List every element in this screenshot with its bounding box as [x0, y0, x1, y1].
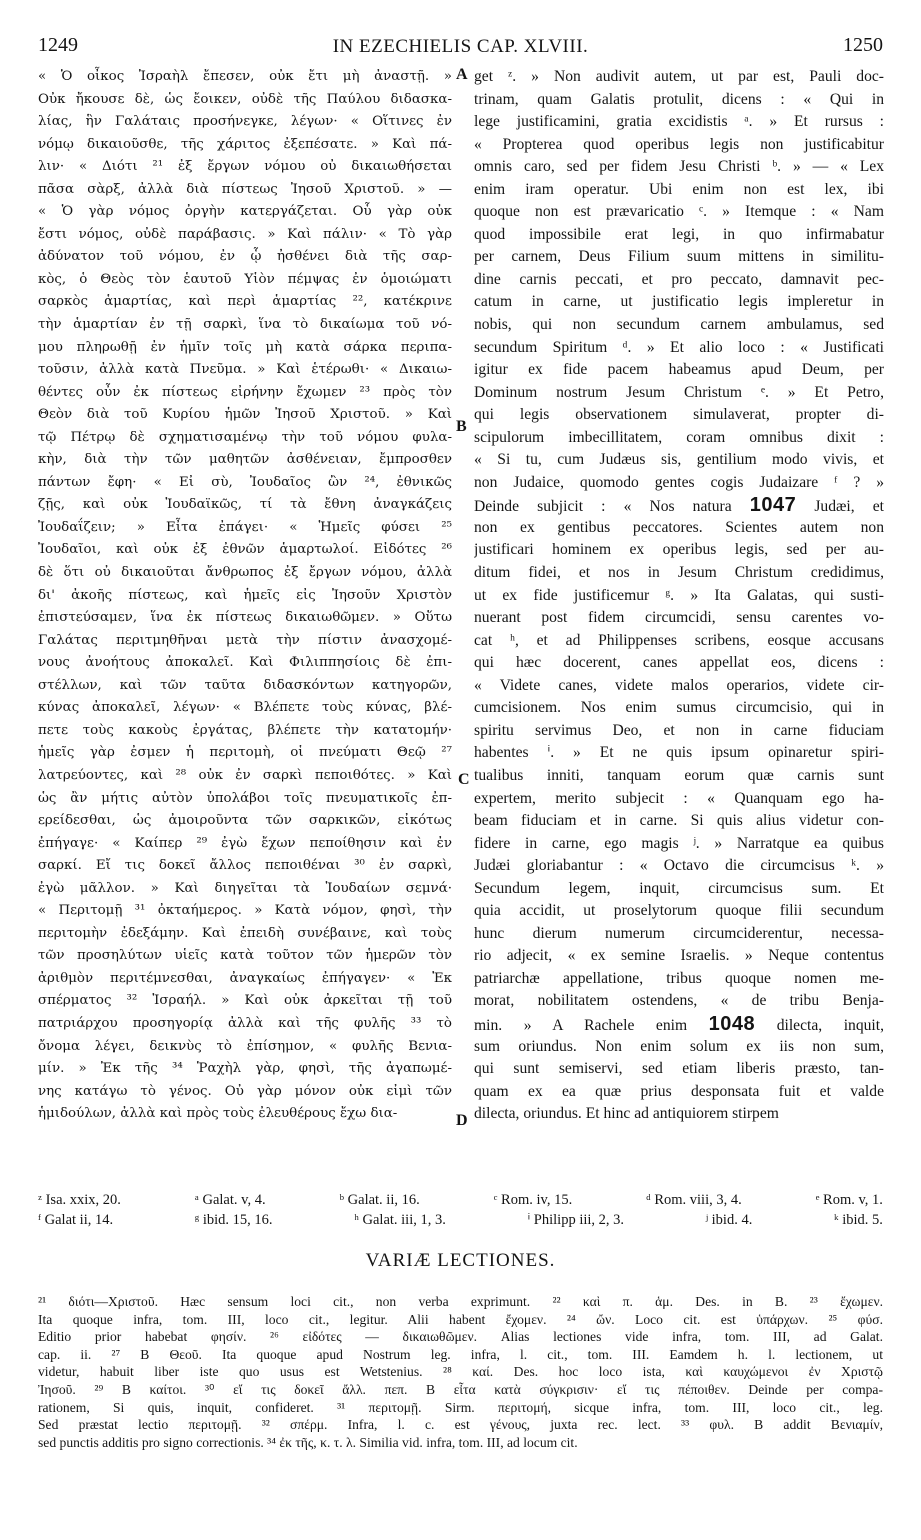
latin-text-line: spiritu servimus Deo, et non in carne fiduciam [474, 721, 884, 739]
latin-text-line: justificari hominem ex operibus legis, sed per au- [474, 541, 884, 559]
variant-reading-line: Editio prior habebat φησίν. ²⁶ εἰδότες — δικαιωθῶμεν. Alias lectiones vide infra, tom. III, ad Galat. [38, 1329, 883, 1345]
greek-text-line: περιτομὴν ἐδεξάμην. Καὶ ἐπειδὴ συνέβαινε, καὶ τοὺς [38, 925, 452, 941]
greek-text-line: Οὐκ ἤκουσε δὲ, ὡς ἔοικεν, οὐδὲ τῆς Παύλου διδασκα- [38, 91, 452, 107]
latin-text-line: qui legis observationem simulaverat, propter di- [474, 406, 884, 424]
greek-text-line: δι' ἀκοῆς πίστεως, καὶ ἡμεῖς εἰς Ἰησοῦν Χριστὸν [38, 587, 452, 603]
greek-text-line: μίν. » Ἐκ τῆς ³⁴ Ῥαχὴλ γὰρ, φησὶ, τῆς ἀγαπωμέ- [38, 1061, 452, 1077]
latin-text-line: beam fiduciam et in carne. Si quis alius videtur con- [474, 812, 884, 830]
greek-text-line: νους ἀνοήτους ἀποκαλεῖ. Καὶ Φιλιππησίοις δὲ ἐπι- [38, 655, 452, 671]
greek-text-line: κύνας ἀποκαλεῖ, λέγων· « Βλέπετε τοὺς κύνας, βλέ- [38, 700, 452, 716]
footnote-reference: ᶠ Galat ii, 14. [38, 1212, 114, 1228]
latin-text-line: quod impossibile erat legi, in quo infirmabatur [474, 225, 884, 243]
footnote-reference: ᵃ Galat. v, 4. [194, 1192, 266, 1208]
latin-text-line: Secundum legem, inquit, circumcisus sum. Et [474, 879, 884, 897]
greek-column [38, 66, 452, 1178]
greek-text-line: ερείδεσθαι, ὡς ἀμοιροῦντα τῶν σαρκικῶν, εἰκότως [38, 813, 452, 829]
latin-text-line: cat ʰ, et ad Philippenses scribens, eosque accusans [474, 631, 884, 649]
greek-text-line: ἔστι νόμος, οὐδὲ παράβασις. » Καὶ πάλιν· « Τὸ γὰρ [38, 226, 452, 242]
greek-text-line: δὲ ὅτι οὐ δικαιοῦται ἄνθρωπος ἐξ ἔργων νόμου, ἀλλὰ [38, 565, 452, 581]
latin-text-line: non Judaice, quomodo gentes cogis Judaizare ᶠ ? » [474, 473, 884, 491]
latin-text-line: dilecta, oriundus. Et hinc ad antiquiorem stirpem [474, 1105, 779, 1123]
latin-text-line: expertem, merito subjecit : « Quanquam ego ha- [474, 789, 884, 807]
latin-text-line: ditum fidei, et nos in Jesum Christum credidimus, [474, 564, 884, 582]
latin-text-line: scipulorum imbecillitatem, coram omnibus dixit : [474, 428, 884, 446]
greek-text-line: ὡς ἂν μήτις αὐτὸν ὑπολάβοι τοῖς πνευματικοῖς ἐπ- [38, 790, 452, 806]
footnote-reference: ᶻ Isa. xxix, 20. [38, 1192, 121, 1208]
running-header [38, 34, 883, 60]
greek-text-line: ζῇς, καὶ οὐκ Ἰουδαϊκῶς, τί τὰ ἔθνη ἀναγκάζεις [38, 497, 452, 513]
section-marker-a: A [456, 66, 468, 83]
greek-text-line: νης κατάγω τὸ γένος. Οὐ γὰρ μόνον οὐκ εἰμὶ τῶν [38, 1083, 452, 1099]
latin-text-line: non ex gentibus peccatores. Scientes autem non [474, 518, 884, 536]
greek-text-line: ἡμεῖς γὰρ ἐσμεν ἡ περιτομὴ, οἱ πνεύματι Θεῷ ²⁷ [38, 745, 452, 761]
latin-text-line: get ᶻ. » Non audivit autem, ut par est, Pauli doc- [474, 68, 884, 85]
greek-text-line: Θεὸν διὰ τοῦ Κυρίου ἡμῶν Ἰησοῦ Χριστοῦ. » Καὶ [38, 407, 452, 423]
footnote-reference: ᵈ Rom. viii, 3, 4. [646, 1192, 742, 1208]
greek-text-line: πάντων ἔφη· « Εἰ σὺ, Ἰουδαῖος ὢν ²⁴, ἐθνικῶς [38, 474, 452, 490]
footnote-reference: ᶜ Rom. iv, 15. [493, 1192, 573, 1208]
latin-text-line: rio adjecit, « ex semine Israelis. » Neque contentus [474, 947, 884, 965]
greek-text-line: σαρκί. Εἴ τις δοκεῖ ἄλλος πεποιθέναι ³⁰ ἐν σαρκὶ, [38, 858, 452, 874]
latin-text-line: min. » A Rachele enim 1048 dilecta, inquit, [474, 1012, 884, 1035]
latin-text-line: fidere in carne, ego magis ʲ. » Narratque ea quibus [474, 834, 884, 852]
greek-text-line: ἀριθμὸν περιτέμνεσθαι, ἀναγκαίως ἐπήγαγεν· « Ἐκ [38, 970, 452, 986]
footnote-reference: ᵏ ibid. 5. [834, 1212, 883, 1228]
greek-text-line: κὸς, ὁ Θεὸς τὸν ἑαυτοῦ Υἱὸν πέμψας ἐν ὁμοιώματι [38, 271, 452, 287]
greek-text-line: Γαλάτας περιτμηθῆναι μετὰ τὴν πίστιν ἀνασχομέ- [38, 632, 452, 648]
variant-reading-line: ²¹ διότι—Χριστοῦ. Hæc sensum loci cit., non verba exprimunt. ²² καὶ π. ἁμ. Des. in B. ²³ ἔχωμεν. [38, 1294, 883, 1309]
greek-text-line: ἀδύνατον τοῦ νόμου, ἐν ᾧ ἠσθένει διὰ τῆς σαρ- [38, 249, 452, 265]
section-marker-d: D [456, 1112, 468, 1129]
variant-reading-line: cap. ii. ²⁷ B Θεοῦ. Ita quoque apud Nostrum leg. infra, l. cit., tom. III. Eamdem h. l. lectionem, ut [38, 1346, 883, 1362]
footnote-reference: ᵍ ibid. 15, 16. [194, 1212, 273, 1228]
greek-text-line: ἡμιδούλων, ἀλλὰ καὶ πρὸς τοὺς ἐλευθέρους ἔχω δια- [38, 1106, 398, 1122]
greek-text-line: « Ὁ γὰρ νόμος ὀργὴν κατεργάζεται. Οὗ γὰρ οὐκ [38, 204, 452, 220]
latin-text-line: habentes ⁱ. » Et ne quis ipsum opinaretur spiri- [474, 744, 884, 762]
footnote-row [38, 1210, 883, 1230]
latin-text-line: Judæi gloriabantur : « Octavo die circumcisus ᵏ. » [474, 857, 884, 875]
greek-text-line: στέλλων, καὶ τῶν ταῦτα διδασκόντων κατηγορῶν, [38, 677, 452, 693]
latin-text-line: « Propterea quod operibus legis non justificabitur [474, 135, 884, 153]
latin-text-line: nuerant post fidem circumcidi, sensu carentes vo- [474, 609, 884, 627]
variant-reading-line: rationem, Si quis, inquit, confideret. ³¹ περιτομῇ. Sirm. περιτομή, sicque infra, tom. III, loco cit., leg. [38, 1399, 883, 1415]
greek-text-line: Ἰουδαΐζειν; » Εἶτα ἐπάγει· « Ἡμεῖς φύσει ²⁵ [38, 519, 452, 535]
footnote-row [38, 1190, 883, 1210]
latin-text-line: igitur ex fide pacem habeamus apud Deum, per [474, 361, 884, 379]
greek-text-line: σπέρματος ³² Ἰσραήλ. » Καὶ οὐκ ἀρκεῖται τῇ τοῦ [38, 993, 452, 1009]
greek-text-line: λιν· « Διότι ²¹ ἐξ ἔργων νόμου οὐ δικαιωθήσεται [38, 159, 452, 175]
greek-text-line: νόμῳ δικαιοῦσθε, τῆς χάριτος ἐξεπέσατε. » Καὶ πά- [38, 136, 452, 152]
variant-reading-line: Ἰησοῦ. ²⁹ B καίτοι. ³⁰ εἴ τις δοκεῖ ἄλλ. πεπ. B εἶτα κατὰ σύγκρισιν· εἴ τις πέποιθεν. Deinde per compa- [38, 1381, 883, 1397]
latin-text-line: qui hæc docerent, canes appellat eos, dicens : [474, 654, 884, 672]
footnote-reference: ʰ Galat. iii, 1, 3. [354, 1212, 446, 1228]
latin-text-line: omnis caro, sed per fidem Jesu Christi ᵇ. » — « Lex [474, 158, 884, 176]
column-number-marker: 1048 [708, 1012, 756, 1035]
variant-reading-line: sed punctis additis pro signo correctionis. ³⁴ ἐκ τῆς, κ. τ. λ. Similia vid. infra, tom. III, ad locum cit. [38, 1434, 578, 1450]
latin-text-line: nobis, qui non secundum carnem ambulamus, sed [474, 316, 884, 334]
latin-text-line: qui sunt semiservi, sed etiam liberis præsto, tan- [474, 1060, 884, 1078]
greek-text-line: « Ὁ οἶκος Ἰσραὴλ ἔπεσεν, οὐκ ἔτι μὴ ἀναστῇ. » [38, 69, 452, 84]
latin-text-line: dine carnis peccati, et pro peccato, damnavit pec- [474, 270, 884, 288]
latin-text-line: catum in carne, ut justificatio legis impleretur in [474, 293, 884, 311]
greek-text-line: λίας, ἣν Γαλάταις προσήνεγκε, λέγων· « Οἵτινες ἐν [38, 114, 452, 130]
section-marker-c: C [458, 771, 470, 788]
variae-lectiones [38, 1293, 883, 1451]
greek-text-line: κὴν, διὰ τὴν τῶν μαθητῶν ἀσθένειαν, ἔμπροσθεν [38, 452, 452, 468]
latin-text-line: patriarchæ appellatione, tribus quoque nomen me- [474, 969, 884, 987]
latin-text-line: enim iram operatur. Ubi enim non est lex, ibi [474, 180, 884, 198]
latin-text-line: cumcisionem. Nos enim sumus circumcisio, qui in [474, 699, 884, 717]
greek-text-line: σαρκὸς ἁμαρτίας, καὶ περὶ ἁμαρτίας ²², κατέκρινε [38, 294, 452, 310]
column-number-marker: 1047 [749, 494, 797, 517]
latin-text-line: quoque non est prævaricatio ᶜ. » Itemque : « Nam [474, 203, 884, 221]
latin-text-line: per carnem, Deus Filium suum mittens in similitu- [474, 248, 884, 266]
footnote-reference: ʲ ibid. 4. [705, 1212, 753, 1228]
latin-text-line: ut ex fide justificemur ᵍ. » Ita Galatas, qui susti- [474, 586, 884, 604]
latin-column [474, 66, 884, 1178]
greek-text-line: λατρεύοντες, καὶ ²⁸ οὐκ ἐν σαρκὶ πεποιθότες. » Καὶ [38, 767, 452, 783]
latin-text-line: Deinde subjicit : « Nos natura 1047 Judæi, et [474, 494, 884, 517]
latin-text-line: tualibus inniti, tanquam eorum quæ carnis sunt [474, 766, 884, 784]
latin-text-line: quam ex ea quæ prius desponsata fuit et valde [474, 1082, 884, 1100]
greek-text-line: ἐπήγαγε· « Καίπερ ²⁹ ἐγὼ ἔχων πεποίθησιν καὶ ἐν [38, 835, 452, 851]
footnote-reference: ᵉ Rom. v, 1. [815, 1192, 883, 1208]
footnote-reference: ᵇ Galat. ii, 16. [339, 1192, 420, 1208]
greek-text-line: ἐπιστεύσαμεν, ἵνα ἐκ πίστεως δικαιωθῶμεν. » Οὕτω [38, 610, 452, 626]
right-page-number: 1250 [843, 34, 883, 56]
greek-text-line: « Περιτομῇ ³¹ ὀκταήμερος. » Κατὰ νόμον, φησὶ, τὴν [38, 903, 452, 919]
greek-text-line: πετε τοὺς κακοὺς ἐργάτας, βλέπετε τὴν κατατομήν· [38, 722, 452, 738]
greek-text-line: πατριάρχου προσηγορίᾳ ἀλλὰ καὶ τῆς φυλῆς ³³ τὸ [38, 1015, 452, 1031]
latin-text-line: morat, nobilitatem ostendens, « de tribu Benja- [474, 992, 884, 1010]
latin-text-line: secundum Spiritum ᵈ. » Et alio loco : « Justificati [474, 338, 884, 356]
greek-text-line: Ἰουδαῖοι, καὶ οὐκ ἐξ ἐθνῶν ἁμαρτωλοί. Εἰδότες ²⁶ [38, 542, 452, 558]
latin-text-line: Dominum nostrum Jesum Christum ᵉ. » Et Petro, [474, 383, 884, 401]
greek-text-line: τὴν ἁμαρτίαν ἐν τῇ σαρκὶ, ἵνα τὸ δικαίωμα τοῦ νό- [38, 317, 452, 333]
latin-text-line: hunc dierum numerum circumciderentur, necessa- [474, 924, 884, 942]
left-page-number: 1249 [38, 34, 78, 56]
latin-text-line: quia accidit, ut proselytorum quoque filii secundum [474, 902, 884, 920]
footnotes [38, 1190, 883, 1230]
section-marker-b: B [456, 418, 467, 435]
greek-text-line: ὄνομα λέγει, δεικνὺς τὸ ἐπίσημον, « φυλῆς Βενια- [38, 1038, 452, 1054]
variant-reading-line: Ita quoque infra, tom. III, loco cit., legitur. Alii habent ἔχομεν. ²⁴ ὤν. Loco cit. est ὑπάρχων. ²⁵ φύσ. [38, 1311, 883, 1327]
latin-text-line: lege justificamini, gratia excidistis ᵃ. » Et rursus : [474, 113, 884, 131]
greek-text-line: τῷ Πέτρῳ δὲ σχηματισαμένῳ τὴν τοῦ νόμου φυλα- [38, 429, 452, 445]
variae-lectiones-title: VARIÆ LECTIONES. [365, 1250, 556, 1271]
greek-text-line: τοῦσιν, ἀλλὰ κατὰ Πνεῦμα. » Καὶ ἑτέρωθι· « Δικαιω- [38, 362, 452, 378]
greek-text-line: μου πληρωθῇ ἐν ἡμῖν τοῖς μὴ κατὰ σάρκα περιπα- [38, 339, 452, 355]
footnote-reference: ⁱ Philipp iii, 2, 3. [527, 1212, 625, 1228]
latin-text-line: « Si tu, cum Judæus sis, gentilium modo vivis, et [474, 451, 884, 469]
greek-text-line: τῶν προσηλύτων υἱεῖς κατὰ τοῦτον τῶν ἡμερῶν τὸν [38, 948, 452, 964]
latin-text-line: sum oriundus. Non enim solum ex iis non sum, [474, 1037, 884, 1055]
variant-reading-line: videtur, habuit liber iste quo usus est Wetstenius. ²⁸ καί. Des. hoc loco ista, καὶ καυχώμενοι ἐν Χριστῷ [38, 1364, 883, 1380]
greek-text-line: ἐγὼ μᾶλλον. » Καὶ διηγεῖται τὰ Ἰουδαίων σεμνά· [38, 880, 452, 896]
running-title: IN EZECHIELIS CAP. XLVIII. [332, 36, 589, 57]
greek-text-line: πᾶσα σὰρξ, ἀλλὰ διὰ πίστεως Ἰησοῦ Χριστοῦ. » — [38, 181, 452, 197]
latin-text-line: « Videte canes, videte malos operarios, videte cir- [474, 676, 884, 694]
greek-text-line: θέντες οὖν ἐκ πίστεως εἰρήνην ἔχωμεν ²³ πρὸς τὸν [38, 384, 452, 400]
latin-text-line: trinam, quam Galatis protulit, dicens : « Qui in [474, 90, 884, 108]
variant-reading-line: Sed præstat lectio περιτομῇ. ³² σπέρμ. Infra, l. c. est γένους, juxta rec. lect. ³³ φυλ. B addit Βενιαμίν, [38, 1417, 883, 1433]
